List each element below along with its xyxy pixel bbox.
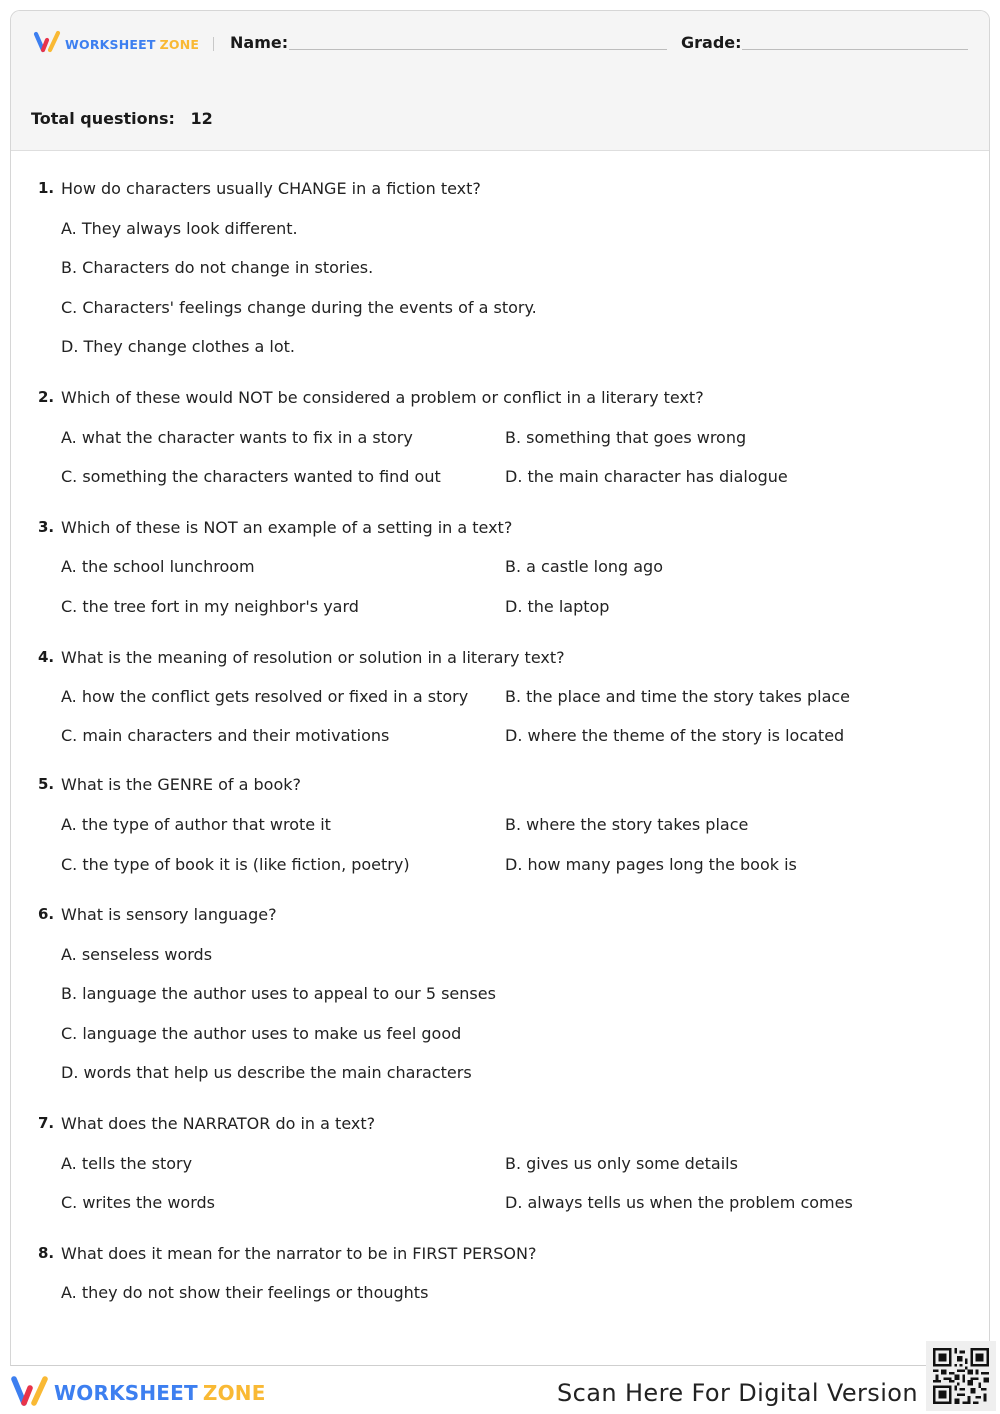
question-text: How do characters usually CHANGE in a fiction text? — [61, 179, 481, 198]
question-number: 7. — [38, 1114, 55, 1132]
question-number: 4. — [38, 648, 55, 666]
option-a[interactable]: A. the school lunchroom — [61, 557, 255, 576]
logo-word-zone: ZONE — [159, 36, 200, 52]
question-text: Which of these is NOT an example of a setting in a text? — [61, 518, 513, 537]
question-text: What does the NARRATOR do in a text? — [61, 1114, 376, 1133]
question-text: What is the meaning of resolution or solution in a literary text? — [61, 648, 565, 667]
option-a[interactable]: A. tells the story — [61, 1154, 193, 1173]
option-d[interactable]: D. words that help us describe the main characters — [61, 1063, 472, 1082]
option-c[interactable]: C. the type of book it is (like fiction, poetry) — [61, 855, 410, 874]
worksheet-zone-logo-icon — [33, 30, 65, 58]
header-divider — [213, 37, 214, 51]
grade-input-line[interactable] — [742, 49, 968, 50]
option-b[interactable]: B. where the story takes place — [505, 815, 749, 834]
option-c[interactable]: C. something the characters wanted to find out — [61, 467, 441, 486]
option-b[interactable]: B. Characters do not change in stories. — [61, 258, 374, 277]
logo-word-worksheet: WORKSHEET — [54, 1381, 198, 1405]
question-number: 2. — [38, 388, 55, 406]
option-b[interactable]: B. gives us only some details — [505, 1154, 738, 1173]
question-number: 6. — [38, 905, 55, 923]
option-a[interactable]: A. what the character wants to fix in a story — [61, 428, 413, 447]
question-text: Which of these would NOT be considered a problem or conflict in a literary text? — [61, 388, 704, 407]
worksheet-header — [11, 11, 989, 151]
total-questions-count: 12 — [190, 109, 213, 128]
question-number: 5. — [38, 775, 55, 793]
worksheet-card — [10, 10, 990, 1366]
footer-logo — [10, 1376, 266, 1410]
question-number: 1. — [38, 179, 55, 197]
option-d[interactable]: D. the main character has dialogue — [505, 467, 788, 486]
option-b[interactable]: B. something that goes wrong — [505, 428, 747, 447]
option-a[interactable]: A. the type of author that wrote it — [61, 815, 331, 834]
name-input-line[interactable] — [289, 49, 667, 50]
option-d[interactable]: D. where the theme of the story is located — [505, 726, 845, 745]
scan-instruction: Scan Here For Digital Version — [557, 1379, 918, 1407]
option-d[interactable]: D. They change clothes a lot. — [61, 337, 295, 356]
logo-word-worksheet: WORKSHEET — [65, 36, 156, 52]
header-logo — [33, 32, 199, 56]
question-text: What is sensory language? — [61, 905, 277, 924]
option-a[interactable]: A. they do not show their feelings or thoughts — [61, 1283, 429, 1302]
grade-label: Grade: — [681, 33, 742, 52]
option-b[interactable]: B. the place and time the story takes place — [505, 687, 851, 706]
option-d[interactable]: D. how many pages long the book is — [505, 855, 797, 874]
option-a[interactable]: A. They always look different. — [61, 219, 298, 238]
option-c[interactable]: C. the tree fort in my neighbor's yard — [61, 597, 359, 616]
logo-word-zone: ZONE — [202, 1381, 266, 1405]
option-a[interactable]: A. how the conflict gets resolved or fixed in a story — [61, 687, 469, 706]
question-text: What does it mean for the narrator to be in FIRST PERSON? — [61, 1244, 537, 1263]
option-d[interactable]: D. always tells us when the problem comes — [505, 1193, 853, 1212]
option-c[interactable]: C. language the author uses to make us feel good — [61, 1024, 462, 1043]
total-questions-label: Total questions: — [31, 109, 175, 128]
option-b[interactable]: B. language the author uses to appeal to our 5 senses — [61, 984, 496, 1003]
option-c[interactable]: C. Characters' feelings change during the events of a story. — [61, 298, 537, 317]
option-c[interactable]: C. main characters and their motivations — [61, 726, 390, 745]
question-number: 8. — [38, 1244, 55, 1262]
option-b[interactable]: B. a castle long ago — [505, 557, 663, 576]
qr-code-icon[interactable] — [926, 1341, 996, 1411]
name-label: Name: — [230, 33, 289, 52]
option-c[interactable]: C. writes the words — [61, 1193, 215, 1212]
question-text: What is the GENRE of a book? — [61, 775, 302, 794]
option-d[interactable]: D. the laptop — [505, 597, 610, 616]
total-questions — [31, 109, 213, 128]
question-number: 3. — [38, 518, 55, 536]
worksheet-zone-logo-icon — [10, 1374, 54, 1412]
option-a[interactable]: A. senseless words — [61, 945, 213, 964]
